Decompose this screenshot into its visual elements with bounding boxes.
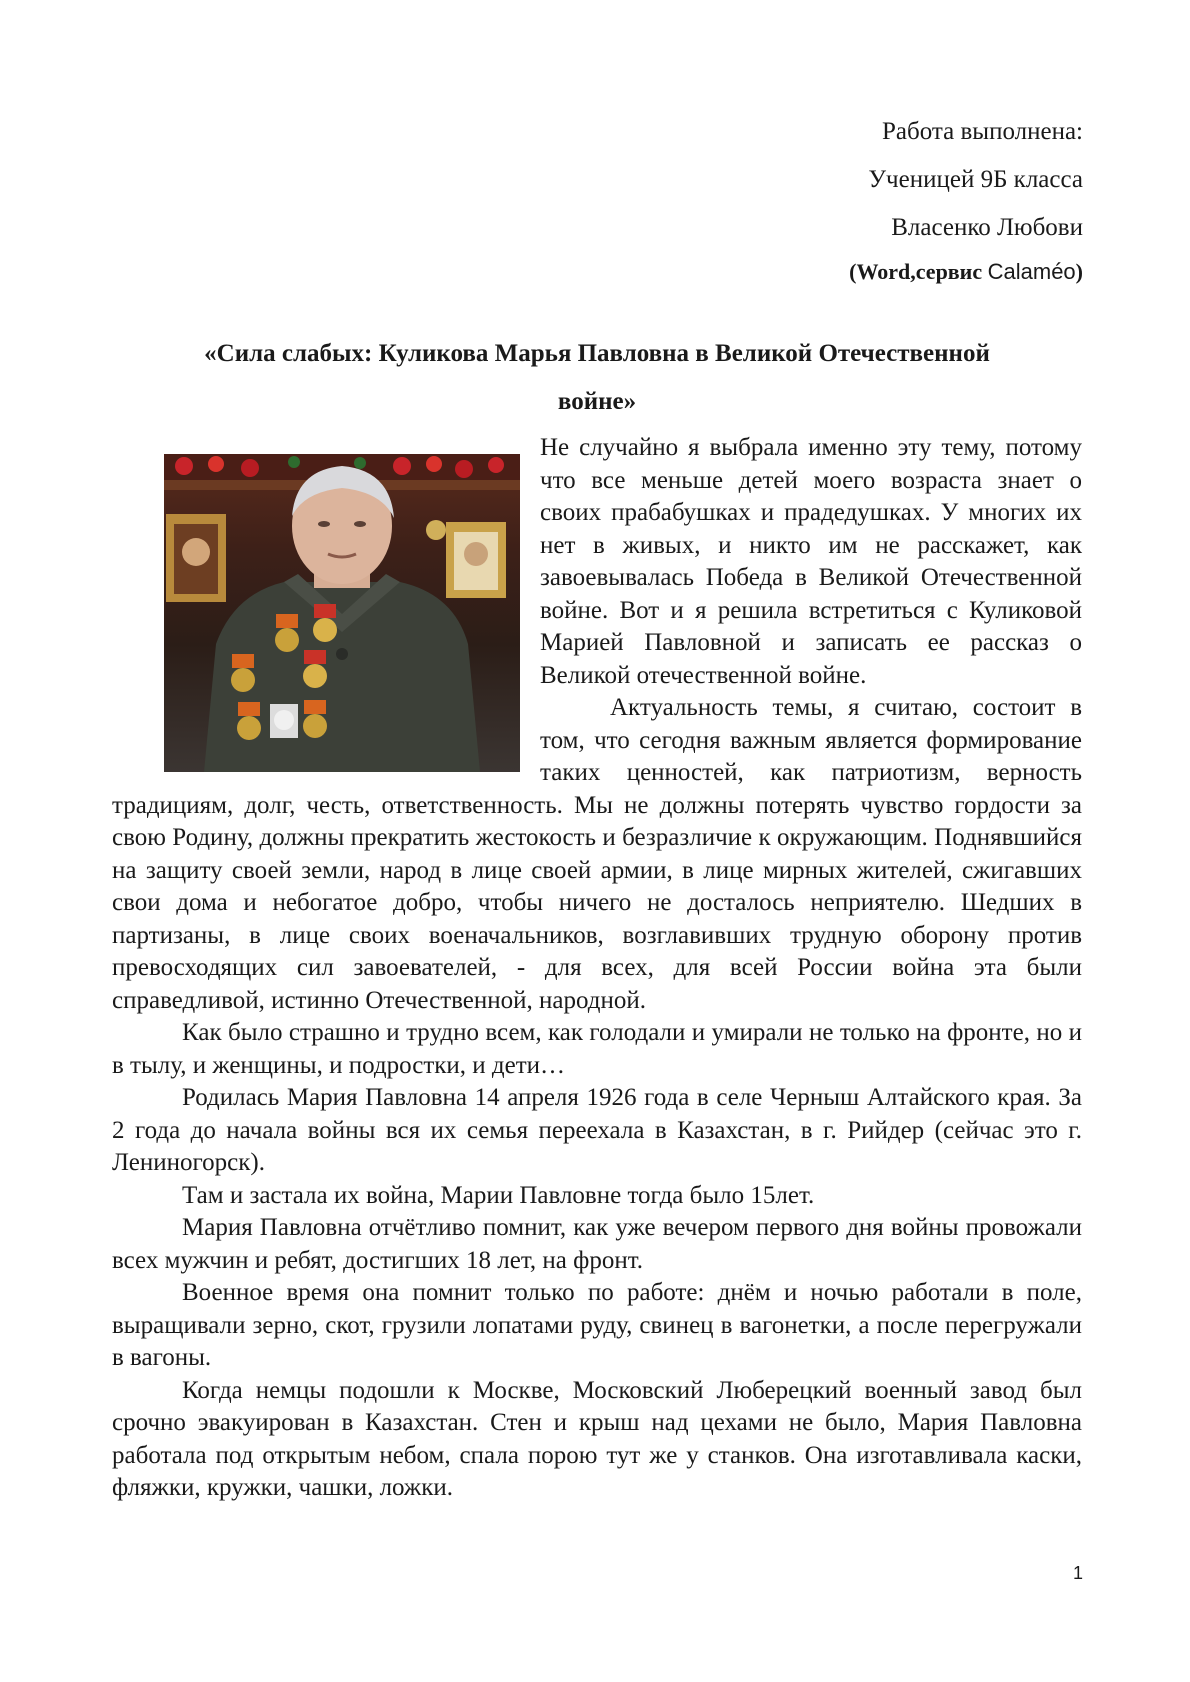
tool-credit — [849, 252, 1083, 292]
page-number: 1 — [1072, 1563, 1083, 1583]
paragraph-1: Не случайно я выбрала именно эту тему, потому что все меньше детей моего возраста знает о своих прабабушках и прадедушках. У многих их нет в живых, и никто им не расскажет, как завоевывалась Победа в Великой Отечественной войне. Вот и я решила встретиться с Куликовой Марией Павловной и записать ее рассказ о Великой отечественной войне. — [540, 434, 1082, 689]
title-line-1: «Сила слабых: Куликова Марья Павловна в Великой Отечественной — [204, 340, 990, 367]
tool-open-paren: ( — [849, 259, 857, 284]
paragraph-6: Мария Павловна отчётливо помнит, как уже вечером первого дня войны провожали всех мужчин и ребят, достигших 18 лет, на фронт. — [112, 1214, 1082, 1274]
title-line-2: войне» — [557, 388, 637, 415]
paragraph-4: Родилась Мария Павловна 14 апреля 1926 года в селе Черныш Алтайского края. За 2 года до начала войны вся их семья переехала в Казахстан, в г. Рийдер (сейчас это г. Лениногорск). — [112, 1084, 1082, 1176]
author-line-2: Ученицей 9Б класса — [868, 166, 1083, 193]
paragraph-7: Военное время она помнит только по работе: днём и ночью работали в поле, выращивали зерно, скот, грузили лопатами руду, свинец в вагонетки, а после перегружали в вагоны. — [112, 1279, 1082, 1371]
paragraph-3: Как было страшно и трудно всем, как голодали и умирали не только на фронте, но и в тылу, и женщины, и подростки, и дети… — [112, 1019, 1082, 1079]
paragraph-2: Актуальность темы, я считаю, состоит в том, что сегодня важным является формирование таких ценностей, как патриотизм, верность традициям, долг, честь, ответственность. Мы не должны потерять чувство гордости за свою Родину, должны прекратить жестокость и безразличие к окружающим. Поднявшийся на защиту своей земли, народ в лице своей армии, в лице мирных жителей, сжигавших свои дома и небогатое добро, чтобы ничего не досталось неприятелю. Шедших в партизаны, в лице своих военачальников, возглавивших трудную оборону против превосходящих сил завоевателей, - для всех, для всей России война эта были справедливой, истинно Отечественной, народной. — [112, 694, 1082, 1014]
tool-brand: Calaméo — [987, 259, 1076, 284]
document-title — [112, 330, 1082, 426]
author-block — [849, 108, 1083, 292]
photo-wrap-spacer — [112, 432, 540, 774]
author-line-3: Власенко Любови — [891, 214, 1083, 241]
paragraph-8: Когда немцы подошли к Москве, Московский Люберецкий военный завод был срочно эвакуирован в Казахстан. Стен и крыш над цехами не было, Мария Павловна работала под открытым небом, спала порою тут же у станков. Она изготавливала каски, фляжки, кружки, чашки, ложки. — [112, 1376, 1082, 1501]
tool-close-paren: ) — [1075, 259, 1083, 284]
document-body — [112, 432, 1082, 1505]
author-line-1: Работа выполнена: — [882, 118, 1083, 145]
tool-word: Word,сервис — [856, 259, 988, 284]
paragraph-5: Там и застала их война, Марии Павловне тогда было 15лет. — [182, 1181, 815, 1209]
